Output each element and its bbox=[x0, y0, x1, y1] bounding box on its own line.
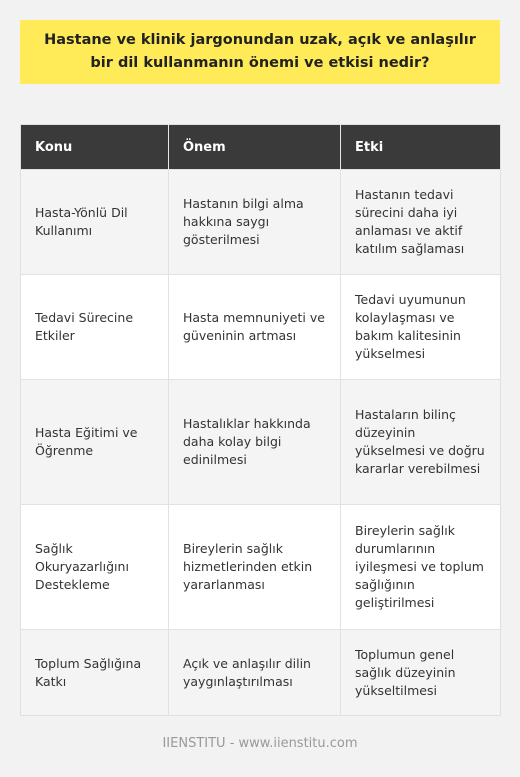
table-header-row bbox=[21, 125, 501, 170]
table-cell: Tedavi uyumunun kolaylaşması ve bakım kalitesinin yükselmesi bbox=[341, 275, 501, 380]
table-cell: Hastalıklar hakkında daha kolay bilgi edinilmesi bbox=[169, 380, 341, 505]
table-cell: Hastanın bilgi alma hakkına saygı gösterilmesi bbox=[169, 170, 341, 275]
table-cell: Hasta memnuniyeti ve güveninin artması bbox=[169, 275, 341, 380]
table-row bbox=[21, 380, 501, 505]
column-header-etki: Etki bbox=[341, 125, 501, 170]
footer-credit: IIENSTITU - www.iienstitu.com bbox=[162, 736, 358, 751]
table-row bbox=[21, 630, 501, 716]
table-cell: Hasta-Yönlü Dil Kullanımı bbox=[21, 170, 169, 275]
column-header-konu: Konu bbox=[21, 125, 169, 170]
info-table bbox=[20, 124, 501, 716]
table-cell: Hasta Eğitimi ve Öğrenme bbox=[21, 380, 169, 505]
table-cell: Bireylerin sağlık hizmetlerinden etkin yararlanması bbox=[169, 505, 341, 630]
column-header-onem: Önem bbox=[169, 125, 341, 170]
table-cell: Toplumun genel sağlık düzeyinin yükseltilmesi bbox=[341, 630, 501, 716]
table-cell: Hastaların bilinç düzeyinin yükselmesi ve doğru kararlar verebilmesi bbox=[341, 380, 501, 505]
table-cell: Tedavi Sürecine Etkiler bbox=[21, 275, 169, 380]
table-cell: Bireylerin sağlık durumlarının iyileşmesi ve toplum sağlığının geliştirilmesi bbox=[341, 505, 501, 630]
page-title: Hastane ve klinik jargonundan uzak, açık ve anlaşılır bir dil kullanmanın önemi ve etkisi nedir? bbox=[44, 32, 476, 71]
table-cell: Açık ve anlaşılır dilin yaygınlaştırılması bbox=[169, 630, 341, 716]
table-row bbox=[21, 505, 501, 630]
table-cell: Hastanın tedavi sürecini daha iyi anlaması ve aktif katılım sağlaması bbox=[341, 170, 501, 275]
title-banner bbox=[20, 20, 500, 84]
table-row bbox=[21, 275, 501, 380]
table-cell: Toplum Sağlığına Katkı bbox=[21, 630, 169, 716]
table-cell: Sağlık Okuryazarlığını Destekleme bbox=[21, 505, 169, 630]
table-row bbox=[21, 170, 501, 275]
